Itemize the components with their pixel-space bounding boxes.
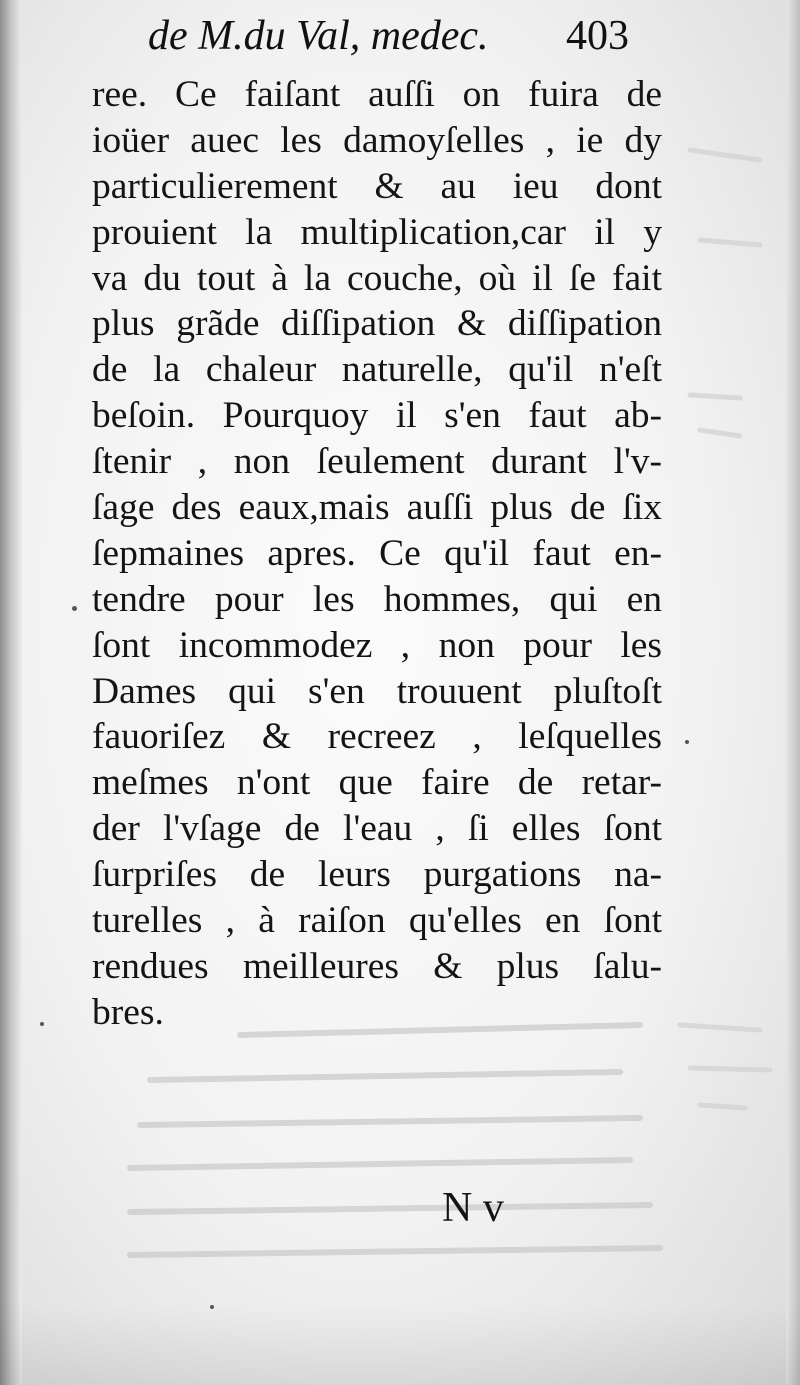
text-line: ſont incommodez , non pour les bbox=[92, 624, 662, 666]
text-line: ſurpriſes de leurs purgations na- bbox=[92, 854, 662, 896]
body-text bbox=[92, 72, 662, 1036]
text-line: tendre pour les hommes, qui en bbox=[92, 578, 662, 620]
text-line: meſmes n'ont que faire de retar- bbox=[92, 762, 662, 804]
text-line: ſage des eaux,mais auſſi plus de ſix bbox=[92, 487, 662, 529]
text-line: turelles , à raiſon qu'elles en ſont bbox=[92, 900, 662, 942]
signature-mark: N v bbox=[442, 1185, 504, 1231]
text-line: rendues meilleures & plus ſalu- bbox=[92, 945, 662, 987]
ink-speck bbox=[72, 606, 77, 611]
text-line: Dames qui s'en trouuent pluſtoſt bbox=[92, 670, 662, 712]
ink-speck bbox=[210, 1305, 214, 1309]
running-title: de M.du Val, medec. bbox=[148, 13, 489, 59]
text-line: plus grãde diſſipation & diſſipation bbox=[92, 303, 662, 345]
text-line-last: bres. bbox=[92, 991, 164, 1033]
page-number: 403 bbox=[566, 13, 629, 59]
text-line: de la chaleur naturelle, qu'il n'eſt bbox=[92, 349, 662, 391]
text-line: ſtenir , non ſeulement durant l'v- bbox=[92, 441, 662, 483]
text-line: particulierement & au ieu dont bbox=[92, 165, 662, 207]
text-line: beſoin. Pourquoy il s'en faut ab- bbox=[92, 395, 662, 437]
text-line: ſepmaines apres. Ce qu'il faut en- bbox=[92, 532, 662, 574]
text-line: ioüer auec les damoyſelles , ie dy bbox=[92, 119, 662, 161]
ink-speck bbox=[40, 1022, 44, 1026]
text-line: ree. Ce faiſant auſſi on fuira de bbox=[92, 74, 662, 115]
text-line: prouient la multiplication,car il y bbox=[92, 211, 662, 253]
page-header bbox=[148, 12, 648, 68]
text-line: der l'vſage de l'eau , ſi elles ſont bbox=[92, 808, 662, 850]
text-line: va du tout à la couche, où il ſe fait bbox=[92, 257, 662, 299]
text-line: fauoriſez & recreez , leſquelles bbox=[92, 716, 662, 758]
ink-speck bbox=[685, 740, 689, 744]
